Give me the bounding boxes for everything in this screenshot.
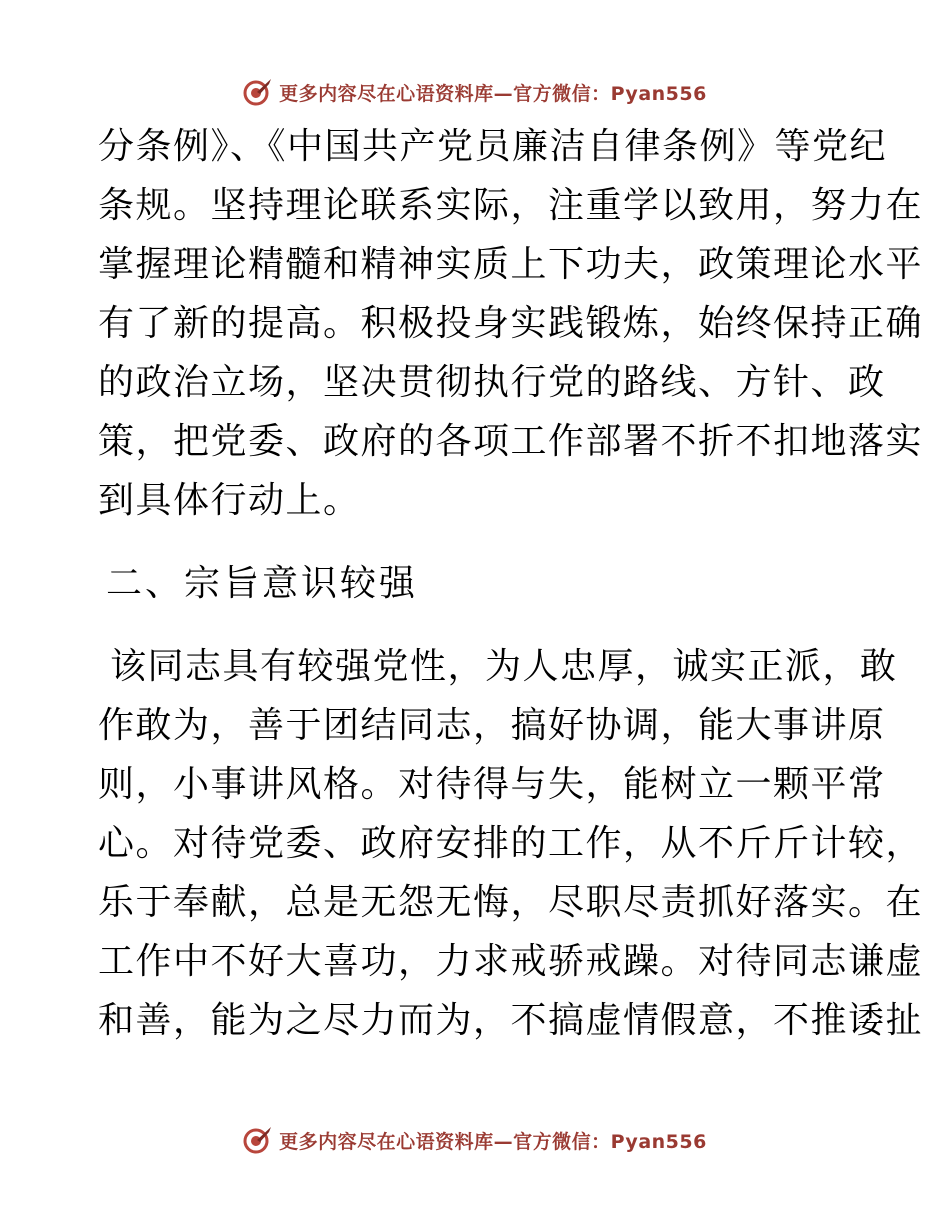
text-line: 心。对待党委、政府安排的工作，从不斤斤计较， bbox=[98, 823, 924, 864]
text-line: 的政治立场，坚决贯彻执行党的路线、方针、政 bbox=[98, 362, 886, 403]
text-line: 作敢为，善于团结同志，搞好协调，能大事讲原 bbox=[98, 705, 886, 746]
text-line: 到具体行动上。 bbox=[98, 480, 361, 521]
footer-banner bbox=[0, 1120, 950, 1160]
text-line: 条规。坚持理论联系实际，注重学以致用，努力在 bbox=[98, 185, 924, 226]
text-line: 工作中不好大喜功，力求戒骄戒躁。对待同志谦虚 bbox=[98, 941, 924, 982]
document-body bbox=[98, 117, 924, 1050]
footer-banner-text: 更多内容尽在心语资料库—官方微信：Pyan556 bbox=[279, 1130, 707, 1153]
text-line: 则，小事讲风格。对待得与失，能树立一颗平常 bbox=[98, 764, 886, 805]
section-heading: 二、宗旨意识较强 bbox=[106, 563, 419, 604]
quill-logo-icon bbox=[243, 1125, 273, 1155]
text-line: 有了新的提高。积极投身实践锻炼，始终保持正确 bbox=[98, 303, 924, 344]
quill-logo-icon bbox=[243, 77, 273, 107]
header-banner-text: 更多内容尽在心语资料库—官方微信：Pyan556 bbox=[279, 82, 707, 105]
text-line: 和善，能为之尽力而为，不搞虚情假意，不推诿扯 bbox=[98, 1000, 924, 1041]
text-line: 乐于奉献，总是无怨无悔，尽职尽责抓好落实。在 bbox=[98, 882, 924, 923]
text-line: 分条例》、《中国共产党员廉洁自律条例》等党纪 bbox=[98, 126, 888, 167]
paragraph-2 bbox=[98, 637, 924, 1050]
text-line: 策，把党委、政府的各项工作部署不折不扣地落实 bbox=[98, 421, 924, 462]
text-line: 掌握理论精髓和精神实质上下功夫，政策理论水平 bbox=[98, 244, 924, 285]
header-banner bbox=[0, 72, 950, 112]
text-line: 该同志具有较强党性，为人忠厚，诚实正派，敢 bbox=[110, 646, 898, 687]
paragraph-1 bbox=[98, 117, 924, 530]
